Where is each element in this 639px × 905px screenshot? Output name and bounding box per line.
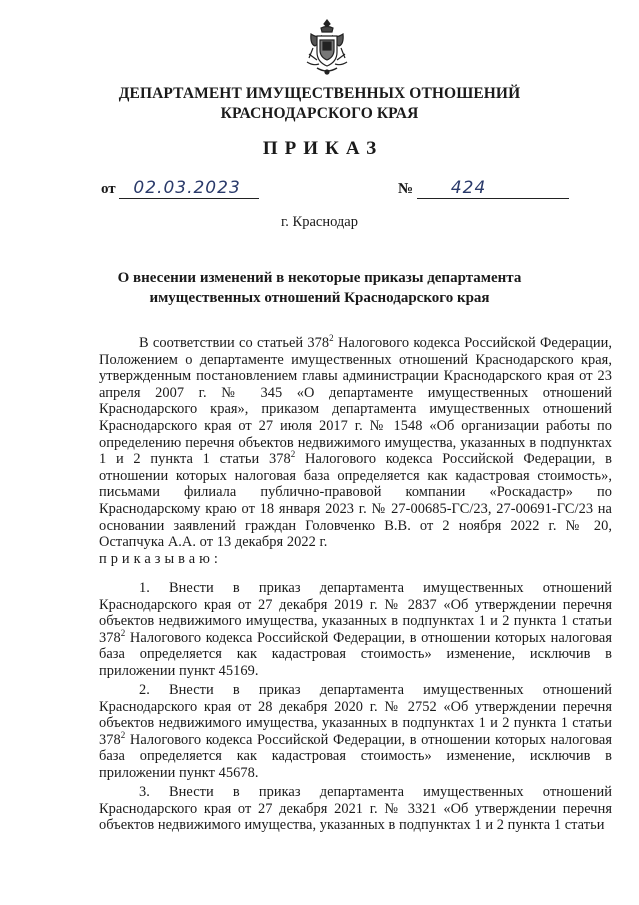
item2-text-a: 2. Внести в приказ департамента имущественных отношений Краснодарского края от 28 декабря 2020 г. № 2752 «Об утверждении перечня объектов недвижимого имущества, указанных в подпунктах 1 и 2 пункта 1 статьи 378	[99, 682, 612, 748]
city-line: г. Краснодар	[280, 214, 358, 230]
number-prefix: №	[398, 181, 414, 197]
subject-line2: имущественных отношений Краснодарского края	[149, 290, 490, 306]
order-item-2	[99, 682, 612, 782]
document-type-title: ПРИКАЗ	[262, 138, 384, 159]
item2-text-b: Налогового кодекса Российской Федерации, в отношении которых налоговая база определяется как кадастровая стоимость» изменение, исключив в приложении пункт 45678.	[99, 731, 612, 781]
order-subject	[0, 268, 639, 308]
superscript: 2	[329, 333, 334, 344]
date-prefix: от	[101, 181, 116, 197]
item3-text-a: 3. Внести в приказ департамента имущественных отношений Краснодарского края от 27 декабря 2021 г. № 3321 «Об утверждении перечня объектов недвижимого имущества, указанных в подпунктах 1 и 2 пункта 1 статьи	[99, 784, 612, 834]
order-date-value: 02.03.2023	[119, 178, 259, 199]
superscript: 2	[290, 449, 296, 460]
preamble-text-b: Налогового кодекса Российской Федерации, Положением о департаменте имущественных отношений Краснодарского края, утвержденным постановлением главы администрации Краснодарского края от 23 апреля 2007 г. № 345 «О департаменте имущественных отношений Краснодарского края», приказом департамента имущественных отношений Краснодарского края от 27 июля 2017 г. № 1548 «Об организации работы по определению перечня объектов недвижимого имущества, указанных в подпунктах 1 и 2 пункта 1 статьи 378	[99, 335, 613, 468]
order-number-value: 424	[417, 178, 569, 199]
superscript: 2	[120, 627, 126, 638]
department-name-line1: ДЕПАРТАМЕНТ ИМУЩЕСТВЕННЫХ ОТНОШЕНИЙ	[118, 85, 521, 102]
decree-word: приказываю:	[99, 550, 222, 567]
item1-text-a: 1. Внести в приказ департамента имущественных отношений Краснодарского края от 27 декабря 2019 г. № 2837 «Об утверждении перечня объектов недвижимого имущества, указанных в подпунктах 1 и 2 пункта 1 статьи 378	[99, 580, 612, 646]
order-item-1	[99, 580, 612, 680]
superscript: 2	[120, 729, 126, 740]
order-date-row	[101, 178, 259, 199]
item1-text-b: Налогового кодекса Российской Федерации, в отношении которых налоговая база определяется как кадастровая стоимость» изменение, исключив в приложении пункт 45169.	[99, 629, 612, 679]
preamble-paragraph	[99, 335, 612, 567]
order-number-row	[398, 178, 569, 199]
preamble-text-c: Налогового кодекса Российской Федерации, в отношении которых налоговая база определяется как кадастровая стоимость», письмами филиала публично-правовой компании «Роскадастр» по Краснодарскому краю от 18 января 2023 г. № 27-00685-ГС/23, 27-00691-ГС/23 на основании заявлений граждан Головченко В.В. от 2 ноября 2022 г. № 20, Остапчука А.А. от 13 декабря 2022 г.	[99, 451, 612, 551]
preamble-text-a: В соответствии со статьей 378	[139, 335, 330, 351]
subject-line1: О внесении изменений в некоторые приказы департамента	[117, 270, 522, 286]
order-item-3	[99, 784, 612, 834]
coat-of-arms-icon	[303, 18, 351, 76]
department-name-line2: КРАСНОДАРСКОГО КРАЯ	[220, 105, 419, 122]
